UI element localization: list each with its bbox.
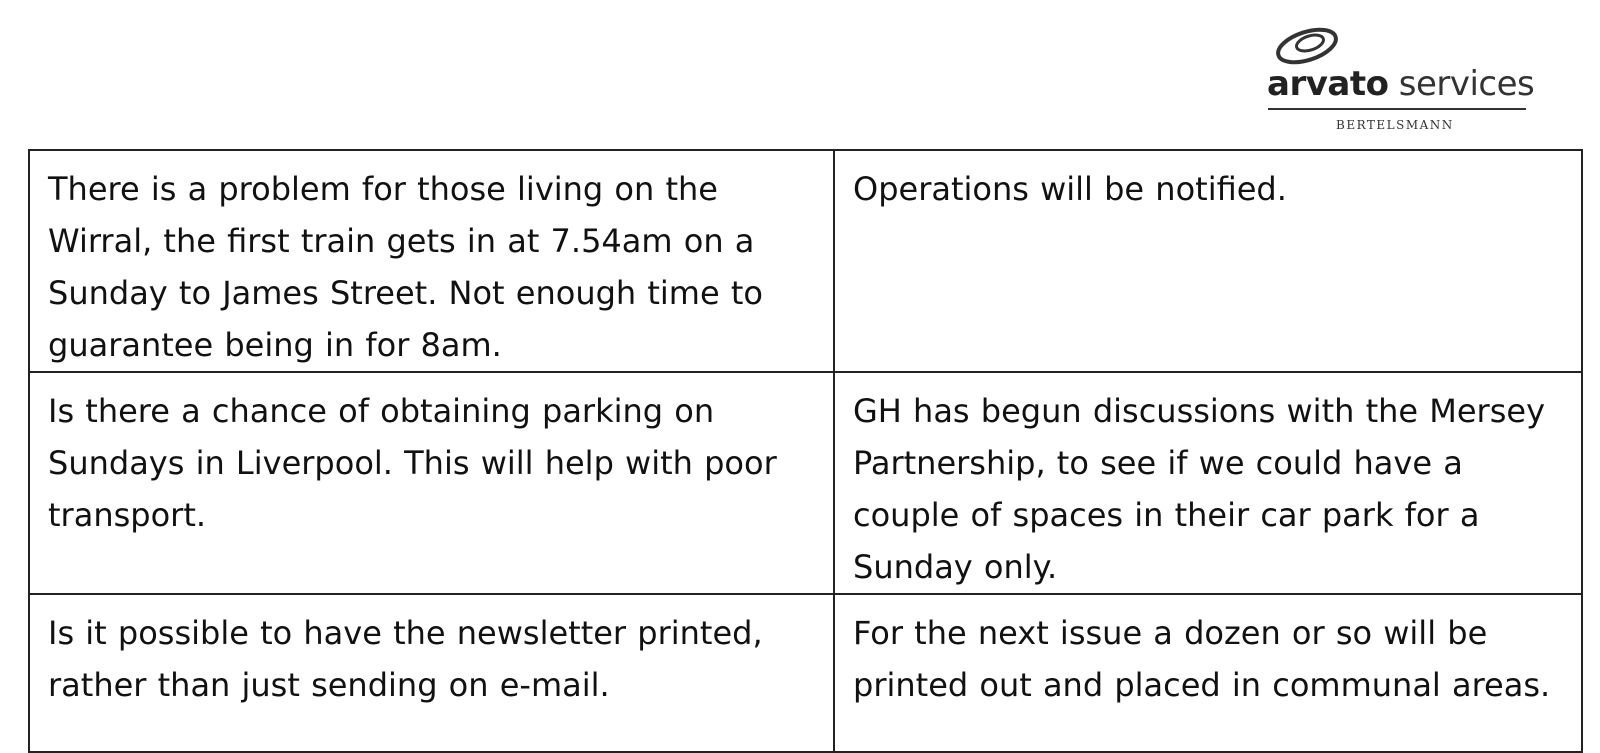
table-row [29,372,1582,594]
answer-text: Operations will be notified. [853,170,1287,208]
question-text: Is it possible to have the newsletter printed, rather than just sending on e-mail. [48,614,763,704]
question-cell [29,594,834,752]
answer-cell [834,594,1582,752]
question-cell [29,372,834,594]
logo-brand-bold: arvato [1267,64,1389,104]
answer-text: GH has begun discussions with the Mersey Partnership, to see if we could have a couple of spaces in their car park for a Sunday only. [853,392,1545,586]
answer-cell [834,150,1582,372]
question-text: Is there a chance of obtaining parking on Sundays in Liverpool. This will help with poor transport. [48,392,777,534]
logo-divider [1268,108,1526,110]
question-answer-table [28,149,1583,753]
question-text: There is a problem for those living on the Wirral, the first train gets in at 7.54am on a Sunday to James Street. Not enough time to guarantee being in for 8am. [48,170,763,364]
logo-parent-company: BERTELSMANN [1336,118,1454,132]
table-row [29,150,1582,372]
logo-wordmark [1267,64,1534,104]
answer-cell [834,372,1582,594]
logo-brand-light: services [1388,64,1535,104]
company-logo [1262,24,1535,144]
table-row [29,594,1582,752]
question-cell [29,150,834,372]
answer-text: For the next issue a dozen or so will be printed out and placed in communal areas. [853,614,1551,704]
